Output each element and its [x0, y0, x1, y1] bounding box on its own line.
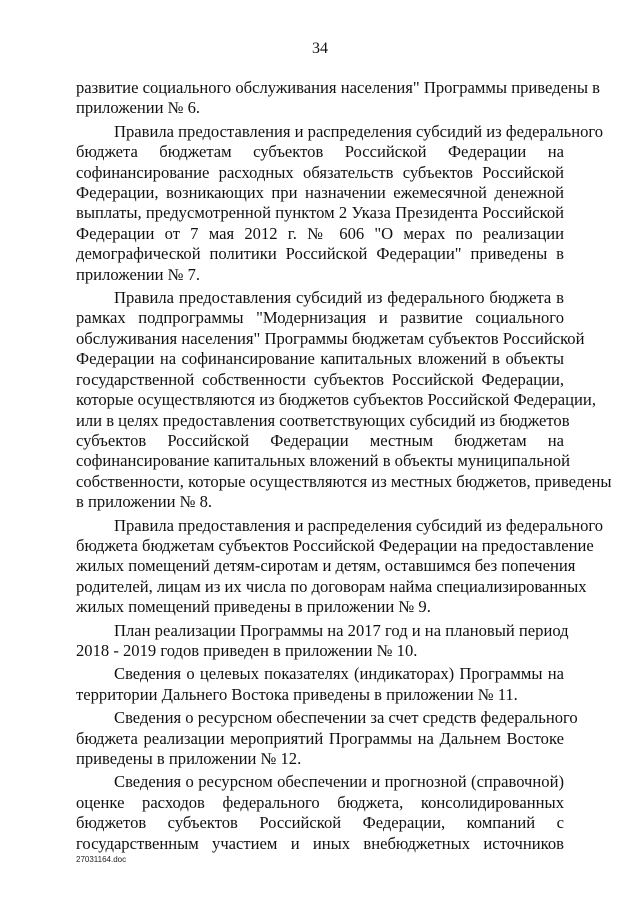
text-line: Правила предоставления субсидий из федерального бюджета в	[114, 288, 564, 308]
page-number: 34	[312, 40, 328, 57]
text-line: Правила предоставления и распределения субсидий из федерального	[114, 515, 604, 535]
text-line: обслуживания населения" Программы бюджетам субъектов Российской	[76, 328, 585, 348]
text-line: софинансирование расходных обязательств субъектов Российской	[76, 162, 564, 182]
text-line: оценке расходов федерального бюджета, консолидированных	[76, 792, 564, 812]
text-line: территории Дальнего Востока приведены в приложении № 11.	[76, 684, 518, 704]
footer-filename: 27031164.doc	[76, 855, 127, 864]
text-line: жилых помещений детям-сиротам и детям, оставшимся без попечения	[76, 556, 576, 576]
text-line: бюджета реализации мероприятий Программы на Дальнем Востоке	[76, 728, 564, 748]
text-line: бюджетов субъектов Российской Федерации, компаний с	[76, 813, 564, 833]
text-line: бюджета бюджетам субъектов Российской Федерации на	[76, 142, 564, 162]
text-line: Федерации, возникающих при назначении ежемесячной денежной	[76, 183, 564, 203]
text-line: рамках подпрограммы "Модернизация и развитие социального	[76, 308, 564, 328]
text-line: которые осуществляются из бюджетов субъектов Российской Федерации,	[76, 390, 596, 410]
text-line: Федерации от 7 мая 2012 г. № 606 "О мерах по реализации	[76, 223, 564, 243]
text-line: выплаты, предусмотренной пунктом 2 Указа Президента Российской	[76, 203, 564, 223]
text-line: субъектов Российской Федерации местным бюджетам на	[76, 430, 564, 450]
text-line: демографической политики Российской Федерации" приведены в	[76, 244, 564, 264]
text-line: софинансирование капитальных вложений в объекты муниципальной	[76, 451, 570, 471]
text-line: жилых помещений приведены в приложении № 9.	[76, 597, 431, 617]
text-line: Сведения о ресурсном обеспечении за счет средств федерального	[114, 708, 578, 728]
text-line: 2018 - 2019 годов приведен в приложении № 10.	[76, 640, 418, 660]
text-line: приведены в приложении № 12.	[76, 749, 302, 768]
document-body	[76, 78, 612, 854]
text-line: государственным участием и иных внебюджетных источников	[76, 833, 564, 853]
text-line: приложении № 6.	[76, 98, 201, 118]
text-line: Федерации на софинансирование капитальных вложений в объекты	[76, 349, 564, 369]
text-line: Правила предоставления и распределения субсидий из федерального	[114, 121, 604, 141]
text-line: или в целях предоставления соответствующих субсидий из бюджетов	[76, 410, 570, 430]
text-line: государственной собственности субъектов Российской Федерации,	[76, 369, 564, 389]
text-line: Сведения о целевых показателях (индикаторах) Программы на	[114, 664, 564, 684]
text-line: родителей, лицам из их числа по договорам найма специализированных	[76, 576, 587, 596]
text-line: бюджета бюджетам субъектов Российской Федерации на предоставление	[76, 535, 594, 555]
text-line: развитие социального обслуживания населения" Программы приведены в	[76, 78, 600, 97]
text-line: План реализации Программы на 2017 год и на плановый период	[114, 620, 569, 640]
text-line: собственности, которые осуществляются из местных бюджетов, приведены	[76, 471, 612, 491]
text-line: в приложении № 8.	[76, 492, 213, 512]
text-line: приложении № 7.	[76, 264, 201, 284]
text-line: Сведения о ресурсном обеспечении и прогнозной (справочной)	[114, 772, 564, 792]
